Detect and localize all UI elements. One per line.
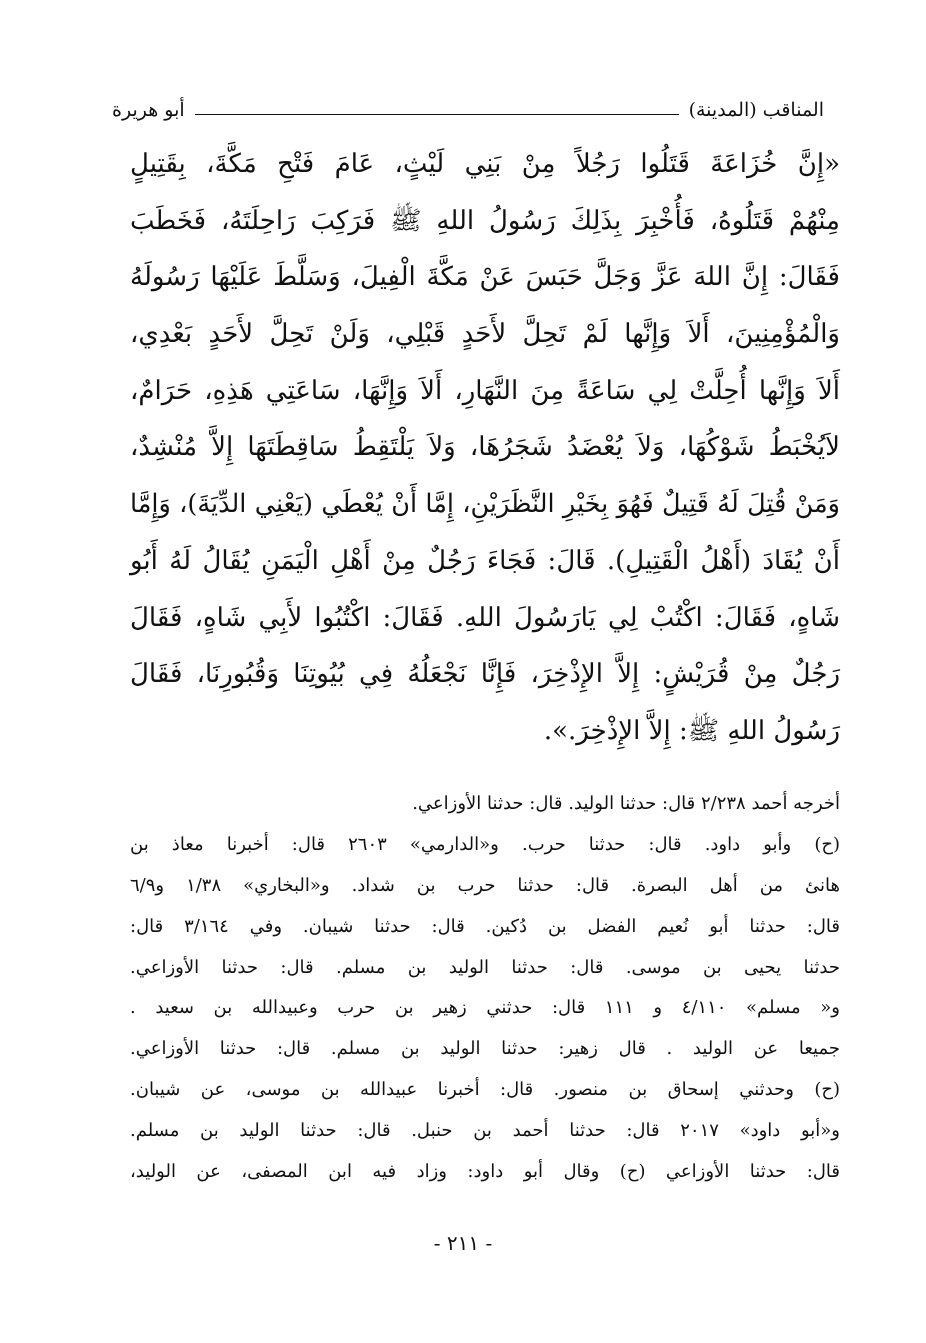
notes-line: جميعا عن الوليد . قال زهير: حدثنا الوليد بن مسلم. قال: حدثنا الأوزاعي. xyxy=(130,1038,840,1060)
takhrij-notes xyxy=(130,784,840,1193)
notes-line: و« مسلم» ٤/١١٠ و ١١١ قال: حدثني زهير بن حرب وعبيدالله بن سعيد . xyxy=(130,997,840,1019)
hadith-line: وَمَنْ قُتِلَ لَهُ قَتِيلٌ فَهُوَ بِخَيْرِ النَّظَرَيْنِ، إِمَّا أَنْ يُعْطَي (يَعْنِي الدِّيَةَ)، وَإِمَّا xyxy=(130,489,840,520)
hadith-line: فَقَالَ: إِنَّ اللهَ عَزَّ وَجَلَّ حَبَسَ عَنْ مَكَّةَ الْفِيلَ، وَسَلَّطَ عَلَيْهَا رَسُولَهُ xyxy=(130,262,840,293)
notes-line: قال: حدثنا أبو نُعيم الفضل بن دُكين. قال: حدثنا شيبان. وفي ٣/١٦٤ قال: xyxy=(130,915,840,937)
hadith-text xyxy=(130,136,840,760)
notes-line: قال: حدثنا الأوزاعي (ح) وقال أبو داود: وزاد فيه ابن المصفى، عن الوليد، xyxy=(130,1161,840,1183)
notes-line: هانئ من أهل البصرة. قال: حدثنا حرب بن شداد. و«البخاري» ١/٣٨ و٦/٩ xyxy=(130,874,840,896)
header-narrator-name: أبو هريرة xyxy=(112,99,185,121)
hadith-line: وَالْمُؤْمِنِينَ، أَلاَ وَإِنَّها لَمْ تَحِلَّ لأَحَدٍ قَبْلِي، وَلَنْ تَحِلَّ لأَحَدٍ بَعْدِي، xyxy=(130,319,840,350)
header-rule xyxy=(195,114,679,115)
hadith-line: شَاهٍ، فَقَالَ: اكْتُبْ لِي يَارَسُولَ اللهِ. فَقَالَ: اكْتُبُوا لأَبِي شَاهٍ، فَقَالَ xyxy=(130,602,840,633)
notes-line: حدثنا يحيى بن موسى. قال: حدثنا الوليد بن مسلم. قال: حدثنا الأوزاعي. xyxy=(130,956,840,978)
hadith-line: «إِنَّ خُزَاعَةَ قَتَلُوا رَجُلاً مِنْ بَنِي لَيْثٍ، عَامَ فَتْحِ مَكَّةَ، بِقَتِيلٍ xyxy=(130,149,840,179)
hadith-line: أَنْ يُقَادَ (أَهْلُ الْقَتِيلِ). قَالَ: فَجَاءَ رَجُلٌ مِنْ أَهْلِ الْيَمَنِ يُقَالُ لَهُ أَبُو xyxy=(130,545,840,576)
hadith-line: لاَيُخْبَطُ شَوْكُهَا، وَلاَ يُعْضَدُ شَجَرُهَا، وَلاَ يَلْتَقِطُ سَاقِطَتَهَا إِلاَّ مُنْشِدٌ، xyxy=(130,432,840,463)
notes-line: (ح) وأبو داود. قال: حدثنا حرب. و«الدارمي» ٢٦٠٣ قال: أخبرنا معاذ بن xyxy=(130,833,840,855)
notes-line: (ح) وحدثني إسحاق بن منصور. قال: أخبرنا عبيدالله بن موسى، عن شيبان. xyxy=(130,1079,840,1101)
notes-line: و«أبو داود» ٢٠١٧ قال: حدثنا أحمد بن حنبل. قال: حدثنا الوليد بن مسلم. xyxy=(130,1120,840,1142)
notes-line: أخرجه أحمد ٢/٢٣٨ قال: حدثنا الوليد. قال: حدثنا الأوزاعي. xyxy=(412,793,840,814)
header-section-title: المناقب (المدينة) xyxy=(688,99,824,121)
hadith-line: رَجُلٌ مِنْ قُرَيْشٍ: إِلاَّ الإِذْخِرَ، فَإِنَّا نَجْعَلُهُ فِي بُيُوتِنَا وَقُبُورِنَا، فَقَالَ xyxy=(130,659,840,690)
page-number: - ٢١١ - xyxy=(433,1231,493,1255)
running-header xyxy=(112,88,824,122)
hadith-line: أَلاَ وَإِنَّها أُحِلَّتْ لِي سَاعَةً مِنَ النَّهَارِ، أَلاَ وَإِنَّهَا، سَاعَتِي هَذِهِ، حَرَامٌ، xyxy=(130,375,840,406)
hadith-line: مِنْهُمْ قَتَلُوهُ، فَأُخْبِرَ بِذَلِكَ رَسُولُ اللهِ ﷺ فَرَكِبَ رَاحِلَتَهُ، فَخَطَبَ xyxy=(130,205,840,236)
hadith-line: رَسُولُ اللهِ ﷺ: إِلاَّ الإِذْخِرَ.». xyxy=(543,715,840,746)
